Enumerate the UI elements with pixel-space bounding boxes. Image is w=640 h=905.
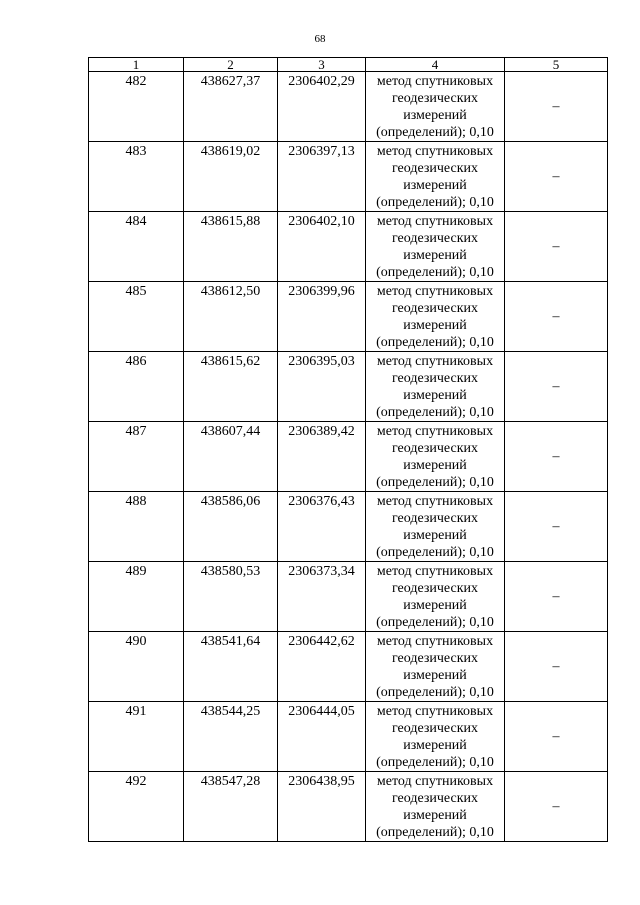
cell-y: 2306402,29 bbox=[278, 72, 366, 142]
method-line: измерений bbox=[403, 808, 467, 823]
method-line: измерений bbox=[403, 458, 467, 473]
method-line: (определений); 0,10 bbox=[376, 475, 494, 490]
header-col-1: 1 bbox=[89, 58, 184, 72]
cell-note: – bbox=[505, 422, 608, 492]
method-line: (определений); 0,10 bbox=[376, 335, 494, 350]
method-line: измерений bbox=[403, 598, 467, 613]
table-row bbox=[89, 422, 608, 492]
cell-x: 438547,28 bbox=[184, 772, 278, 842]
cell-method bbox=[366, 632, 505, 702]
method-line: (определений); 0,10 bbox=[376, 685, 494, 700]
cell-x: 438615,62 bbox=[184, 352, 278, 422]
table-body bbox=[89, 72, 608, 842]
method-line: геодезических bbox=[391, 511, 478, 526]
method-line: геодезических bbox=[391, 301, 478, 316]
method-line: измерений bbox=[403, 108, 467, 123]
cell-x: 438619,02 bbox=[184, 142, 278, 212]
cell-method bbox=[366, 72, 505, 142]
cell-point: 482 bbox=[89, 72, 184, 142]
cell-x: 438586,06 bbox=[184, 492, 278, 562]
method-line: (определений); 0,10 bbox=[376, 825, 494, 840]
table-header-row bbox=[89, 58, 608, 72]
cell-point: 489 bbox=[89, 562, 184, 632]
cell-x: 438615,88 bbox=[184, 212, 278, 282]
cell-point: 485 bbox=[89, 282, 184, 352]
cell-point: 486 bbox=[89, 352, 184, 422]
method-line: метод спутниковых bbox=[376, 144, 494, 159]
table-row bbox=[89, 772, 608, 842]
header-col-2: 2 bbox=[184, 58, 278, 72]
method-line: (определений); 0,10 bbox=[376, 755, 494, 770]
cell-y: 2306402,10 bbox=[278, 212, 366, 282]
cell-y: 2306397,13 bbox=[278, 142, 366, 212]
cell-point: 487 bbox=[89, 422, 184, 492]
cell-x: 438607,44 bbox=[184, 422, 278, 492]
cell-y: 2306444,05 bbox=[278, 702, 366, 772]
cell-method bbox=[366, 352, 505, 422]
cell-y: 2306376,43 bbox=[278, 492, 366, 562]
cell-note: – bbox=[505, 772, 608, 842]
method-line: геодезических bbox=[391, 371, 478, 386]
cell-note: – bbox=[505, 72, 608, 142]
table-row bbox=[89, 702, 608, 772]
cell-method bbox=[366, 492, 505, 562]
table-row bbox=[89, 282, 608, 352]
cell-y: 2306438,95 bbox=[278, 772, 366, 842]
method-line: геодезических bbox=[391, 721, 478, 736]
page-number: 68 bbox=[314, 33, 326, 45]
method-line: (определений); 0,10 bbox=[376, 265, 494, 280]
table-row bbox=[89, 142, 608, 212]
method-line: геодезических bbox=[391, 791, 478, 806]
cell-x: 438544,25 bbox=[184, 702, 278, 772]
method-line: (определений); 0,10 bbox=[376, 545, 494, 560]
method-line: метод спутниковых bbox=[376, 494, 494, 509]
table-row bbox=[89, 492, 608, 562]
table-row bbox=[89, 72, 608, 142]
table-row bbox=[89, 352, 608, 422]
cell-note: – bbox=[505, 562, 608, 632]
method-line: метод спутниковых bbox=[376, 634, 494, 649]
cell-method bbox=[366, 772, 505, 842]
cell-y: 2306442,62 bbox=[278, 632, 366, 702]
method-line: измерений bbox=[403, 388, 467, 403]
method-line: измерений bbox=[403, 318, 467, 333]
method-line: измерений bbox=[403, 528, 467, 543]
method-line: метод спутниковых bbox=[376, 354, 494, 369]
method-line: измерений bbox=[403, 248, 467, 263]
method-line: измерений bbox=[403, 738, 467, 753]
cell-x: 438627,37 bbox=[184, 72, 278, 142]
method-line: метод спутниковых bbox=[376, 564, 494, 579]
cell-x: 438580,53 bbox=[184, 562, 278, 632]
method-line: (определений); 0,10 bbox=[376, 125, 494, 140]
cell-method bbox=[366, 422, 505, 492]
cell-note: – bbox=[505, 282, 608, 352]
cell-method bbox=[366, 702, 505, 772]
method-line: (определений); 0,10 bbox=[376, 195, 494, 210]
cell-method bbox=[366, 282, 505, 352]
method-line: геодезических bbox=[391, 161, 478, 176]
cell-point: 491 bbox=[89, 702, 184, 772]
method-line: измерений bbox=[403, 178, 467, 193]
cell-point: 484 bbox=[89, 212, 184, 282]
cell-y: 2306395,03 bbox=[278, 352, 366, 422]
table-row bbox=[89, 562, 608, 632]
method-line: геодезических bbox=[391, 651, 478, 666]
method-line: геодезических bbox=[391, 581, 478, 596]
cell-method bbox=[366, 142, 505, 212]
cell-point: 490 bbox=[89, 632, 184, 702]
cell-point: 492 bbox=[89, 772, 184, 842]
cell-x: 438612,50 bbox=[184, 282, 278, 352]
cell-point: 483 bbox=[89, 142, 184, 212]
header-col-5: 5 bbox=[505, 58, 608, 72]
cell-point: 488 bbox=[89, 492, 184, 562]
method-line: геодезических bbox=[391, 91, 478, 106]
cell-note: – bbox=[505, 352, 608, 422]
method-line: метод спутниковых bbox=[376, 74, 494, 89]
cell-y: 2306373,34 bbox=[278, 562, 366, 632]
method-line: (определений); 0,10 bbox=[376, 615, 494, 630]
header-col-3: 3 bbox=[278, 58, 366, 72]
method-line: геодезических bbox=[391, 441, 478, 456]
cell-x: 438541,64 bbox=[184, 632, 278, 702]
header-col-4: 4 bbox=[366, 58, 505, 72]
method-line: метод спутниковых bbox=[376, 284, 494, 299]
method-line: (определений); 0,10 bbox=[376, 405, 494, 420]
table-row bbox=[89, 632, 608, 702]
cell-method bbox=[366, 562, 505, 632]
cell-method bbox=[366, 212, 505, 282]
cell-note: – bbox=[505, 632, 608, 702]
method-line: геодезических bbox=[391, 231, 478, 246]
method-line: метод спутниковых bbox=[376, 214, 494, 229]
cell-note: – bbox=[505, 492, 608, 562]
coordinates-table bbox=[88, 57, 608, 842]
cell-y: 2306399,96 bbox=[278, 282, 366, 352]
cell-note: – bbox=[505, 702, 608, 772]
method-line: метод спутниковых bbox=[376, 424, 494, 439]
method-line: измерений bbox=[403, 668, 467, 683]
method-line: метод спутниковых bbox=[376, 704, 494, 719]
cell-note: – bbox=[505, 142, 608, 212]
cell-note: – bbox=[505, 212, 608, 282]
table-row bbox=[89, 212, 608, 282]
method-line: метод спутниковых bbox=[376, 774, 494, 789]
cell-y: 2306389,42 bbox=[278, 422, 366, 492]
